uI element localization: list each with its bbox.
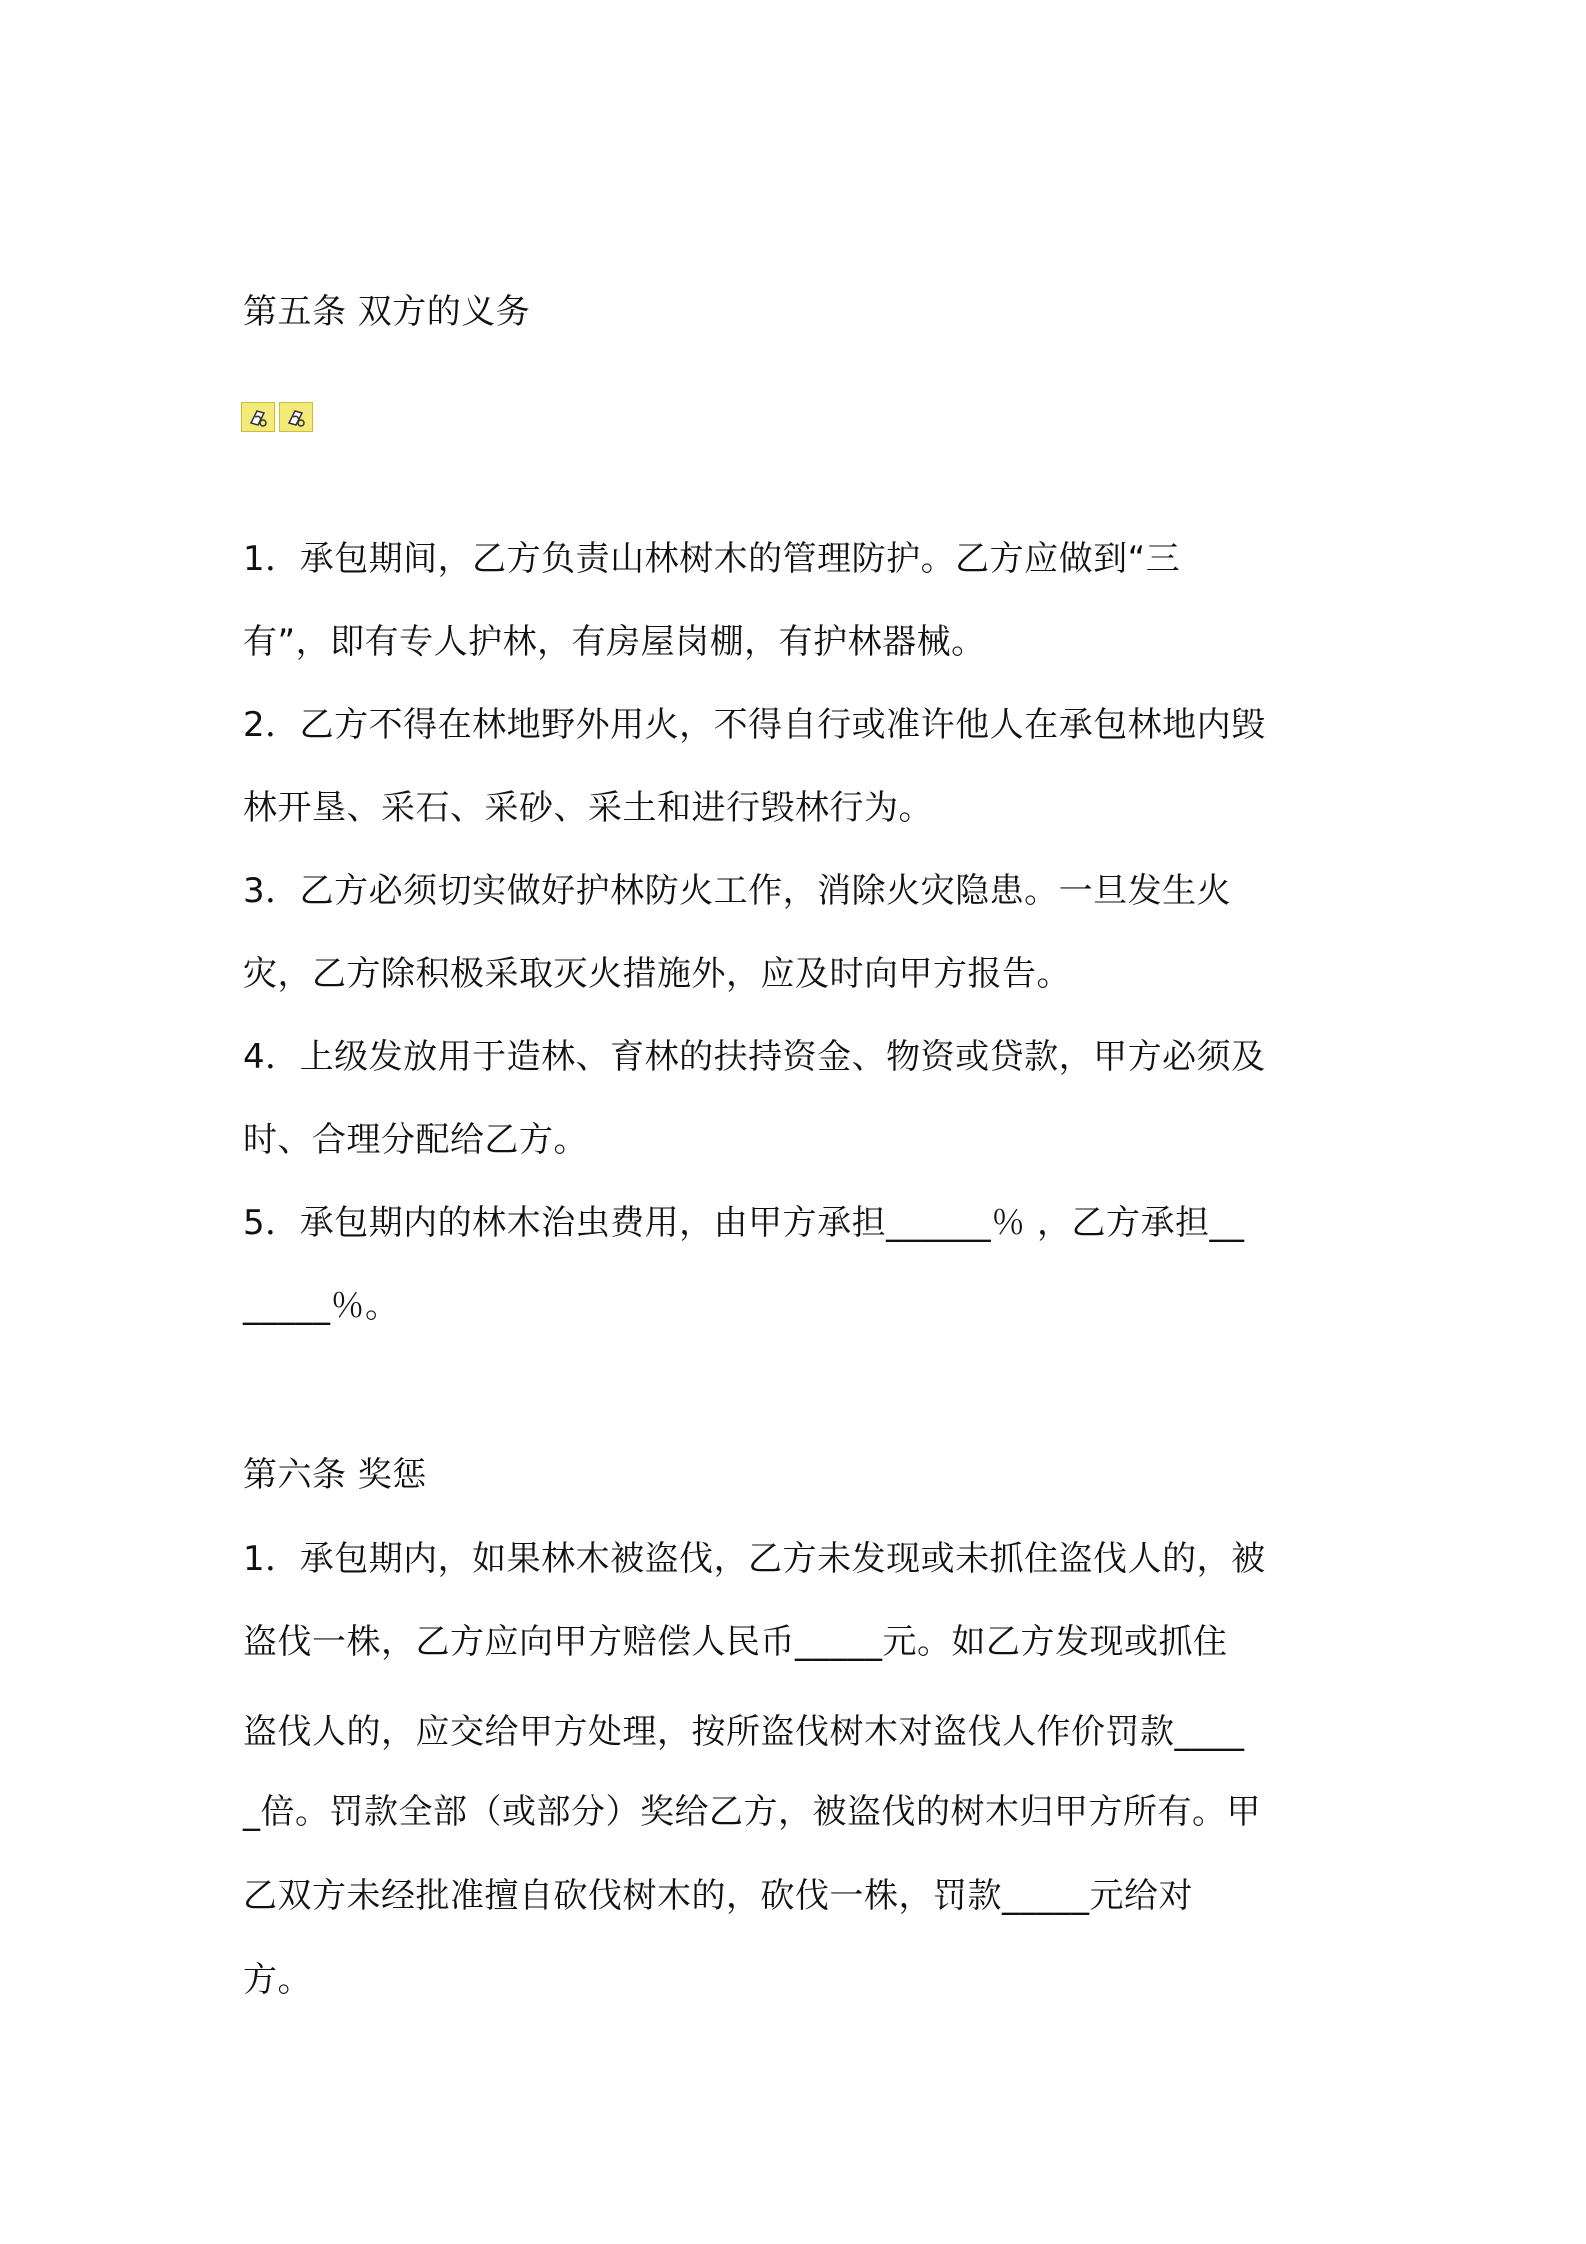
article-6-line: 乙双方未经批准擅自砍伐树木的，砍伐一株，罚款_____元给对: [243, 1876, 1193, 1916]
linked-object-icon[interactable]: [241, 402, 275, 432]
article-5-line: 1．承包期间，乙方负责山林树木的管理防护。乙方应做到“三: [243, 539, 1181, 579]
linked-object-icon[interactable]: [279, 402, 313, 432]
article-5-line: 3．乙方必须切实做好护林防火工作，消除火灾隐患。一旦发生火: [243, 871, 1232, 911]
article-5-line: 林开垦、采石、采砂、采土和进行毁林行为。: [243, 788, 933, 828]
article-6-line: 方。: [243, 1960, 312, 2000]
article-6-line: 盗伐一株，乙方应向甲方赔偿人民币_____元。如乙方发现或抓住: [243, 1622, 1228, 1662]
article-6-line: 1．承包期内，如果林木被盗伐，乙方未发现或未抓住盗伐人的，被: [243, 1539, 1266, 1579]
article-5-line: 灾，乙方除积极采取灭火措施外，应及时向甲方报告。: [243, 954, 1071, 994]
article-5-line: 2．乙方不得在林地野外用火，不得自行或准许他人在承包林地内毁: [243, 705, 1266, 745]
article-6-line: _倍。罚款全部（或部分）奖给乙方，被盗伐的树木归甲方所有。甲: [243, 1792, 1261, 1832]
article-6-line: 盗伐人的，应交给甲方处理，按所盗伐树木对盗伐人作价罚款____: [243, 1712, 1245, 1752]
article-6-heading: 第六条 奖惩: [243, 1455, 427, 1495]
article-5-line: 4．上级发放用于造林、育林的扶持资金、物资或贷款，甲方必须及: [243, 1037, 1266, 1077]
article-5-line: 有”，即有专人护林，有房屋岗棚，有护林器械。: [243, 622, 986, 662]
article-5-line: _____％。: [243, 1286, 400, 1326]
article-5-line: 5．承包期内的林木治虫费用，由甲方承担______％ ，乙方承担__: [243, 1203, 1245, 1243]
embedded-object-icons: [241, 402, 313, 432]
article-5-line: 时、合理分配给乙方。: [243, 1120, 588, 1160]
article-5-heading: 第五条 双方的义务: [243, 292, 531, 332]
